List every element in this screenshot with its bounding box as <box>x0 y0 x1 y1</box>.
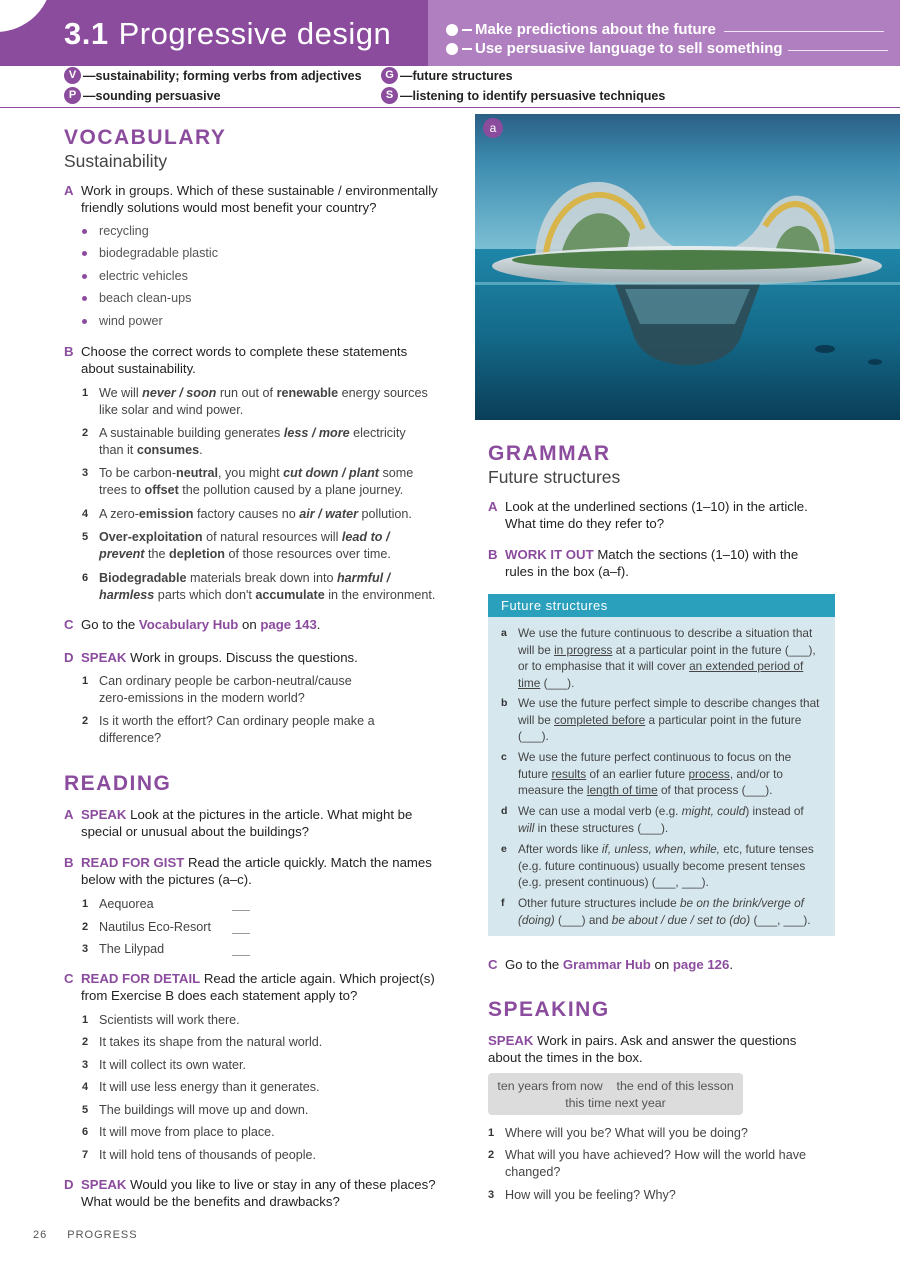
vocabulary-subheading: Sustainability <box>64 151 168 171</box>
reading-task-c: C READ FOR DETAIL Read the article again. Which project(s) from Exercise B does each statement apply to? <box>64 971 435 1003</box>
vocab-b-item-4: 4 A zero-emission factory causes no air / water pollution. <box>82 507 412 521</box>
vocab-task-c: C Go to the Vocabulary Hub on page 143. <box>64 617 321 632</box>
grammar-hub-link[interactable]: Grammar Hub <box>562 957 651 972</box>
vocabulary-heading: VOCABULARY <box>64 126 227 149</box>
vocab-b-item-3: 3 To be carbon-neutral, you might cut down / plant some trees to offset the pollution caused by a plane journey. <box>82 466 414 497</box>
grammar-hub-page-link[interactable]: page 126 <box>672 957 730 972</box>
times-line-2: this time next year <box>565 1095 666 1110</box>
reading-c-item-2: 2 It takes its shape from the natural world. <box>82 1035 323 1049</box>
aim-rule <box>788 50 888 51</box>
reading-c-item-4: 4 It will use less energy than it generates. <box>82 1080 320 1094</box>
vocab-b-item-5: 5 Over-exploitation of natural resources will lead to / prevent the depletion of those resources over time. <box>82 530 391 561</box>
list-item: beach clean-ups <box>82 291 191 305</box>
reading-task-b: B READ FOR GIST Read the article quickly. Match the names below with the pictures (a–c). <box>64 855 432 887</box>
unit-name: PROGRESS <box>67 1229 138 1241</box>
objective-vocabulary: V — sustainability; forming verbs from adjectives <box>64 67 362 84</box>
reading-c-item-5: 5 The buildings will move up and down. <box>82 1103 309 1117</box>
objective-grammar: G — future structures <box>381 67 513 84</box>
grammar-box-title: Future structures <box>488 594 835 617</box>
list-item: wind power <box>82 314 163 328</box>
unit-title <box>64 16 391 52</box>
reading-c-item-6: 6 It will move from place to place. <box>82 1125 275 1139</box>
grammar-rule-d: d We can use a modal verb (e.g. might, could) instead of will in these structures (___). <box>501 804 804 835</box>
vocab-task-d: D SPEAK Work in groups. Discuss the questions. <box>64 650 358 665</box>
list-item: biodegradable plastic <box>82 246 218 260</box>
times-line-1: ten years from now the end of this lesson <box>497 1079 734 1093</box>
photo-label: a <box>489 121 497 135</box>
vocab-d-item-2: 2 Is it worth the effort? Can ordinary people make a difference? <box>82 714 375 745</box>
list-item: recycling <box>82 224 149 238</box>
reading-b-item-1: 1 Aequorea <box>82 897 154 911</box>
grammar-rule-a: a We use the future continuous to describe a situation that will be in progress at a particular point in the future (___), or to emphasise that it will cover an extended period of time (___). <box>501 626 816 690</box>
unit-number: 3.1 <box>64 16 109 51</box>
header-circle-decoration <box>0 0 52 32</box>
grammar-task-a: A Look at the underlined sections (1–10) in the article. What time do they refer to? <box>488 499 808 531</box>
reading-b-item-3: 3 The Lilypad <box>82 942 165 956</box>
vocab-b-item-1: 1 We will never / soon run out of renewable energy sources like solar and wind power. <box>82 386 428 417</box>
bullet-icon <box>446 43 458 55</box>
bullet-icon <box>446 24 458 36</box>
vocab-b-item-2: 2 A sustainable building generates less / more electricity than it consumes. <box>82 426 406 457</box>
list-item: electric vehicles <box>82 269 188 283</box>
aim-rule <box>724 31 884 32</box>
article-photo-floating-city <box>475 114 900 420</box>
grammar-subheading: Future structures <box>488 467 621 487</box>
reading-heading: READING <box>64 772 172 795</box>
page-number: 26 <box>33 1229 48 1241</box>
reading-b-item-2: 2 Nautilus Eco-Resort <box>82 920 211 934</box>
speaking-item-3: 3 How will you be feeling? Why? <box>488 1188 676 1202</box>
header-rule <box>0 107 900 108</box>
aim-2: Use persuasive language to sell something <box>446 40 783 57</box>
grammar-rule-b: b We use the future perfect simple to describe changes that will be completed before a particular point in the future (___). <box>501 696 820 743</box>
vocab-task-b: B Choose the correct words to complete these statements about sustainability. <box>64 344 408 376</box>
reading-c-item-1: 1 Scientists will work there. <box>82 1013 240 1027</box>
vocab-task-a: A Work in groups. Which of these sustainable / environmentally friendly solutions would most benefit your country? <box>64 183 438 215</box>
page-footer <box>33 1229 158 1241</box>
objective-skill: S — listening to identify persuasive techniques <box>381 87 665 104</box>
unit-title-text: Progressive design <box>118 16 392 51</box>
grammar-heading: GRAMMAR <box>488 442 611 465</box>
reading-c-item-3: 3 It will collect its own water. <box>82 1058 246 1072</box>
grammar-task-b: B WORK IT OUT Match the sections (1–10) with the rules in the box (a–f). <box>488 547 799 579</box>
speaking-item-2: 2 What will you have achieved? How will the world have changed? <box>488 1148 806 1179</box>
answer-blank[interactable] <box>232 933 250 934</box>
speaking-heading: SPEAKING <box>488 998 610 1021</box>
grammar-rule-c: c We use the future perfect continuous to focus on the future results of an earlier future process, and/or to measure the length of time of that process (___). <box>501 750 792 797</box>
speaking-item-1: 1 Where will you be? What will you be doing? <box>488 1126 748 1140</box>
grammar-rule-f: f Other future structures include be on the brink/verge of (doing) (___) and be about / due / set to (do) (___, ___). <box>501 896 811 927</box>
vocabulary-hub-link[interactable]: Vocabulary Hub <box>138 617 239 632</box>
reading-c-item-7: 7 It will hold tens of thousands of people. <box>82 1148 317 1162</box>
aim-1: Make predictions about the future <box>446 21 716 38</box>
vocabulary-hub-page-link[interactable]: page 143 <box>260 617 317 632</box>
reading-task-d: D SPEAK Would you like to live or stay in any of these places? What would be the benefits and drawbacks? <box>64 1177 436 1209</box>
vocab-b-item-6: 6 Biodegradable materials break down into harmful / harmless parts which don't accumulate in the environment. <box>82 571 436 602</box>
vocab-d-item-1: 1 Can ordinary people be carbon-neutral/cause zero-emissions in the modern world? <box>82 674 352 705</box>
grammar-rule-e: e After words like if, unless, when, while, etc, future tenses (e.g. future continuous) usually become present tenses (e.g. present continuous) (___, ___). <box>501 842 814 889</box>
speaking-task: SPEAK Work in pairs. Ask and answer the questions about the times in the box. <box>488 1033 797 1065</box>
grammar-task-c: C Go to the Grammar Hub on page 126. <box>488 957 733 972</box>
reading-task-a: A SPEAK Look at the pictures in the article. What might be special or unusual about the buildings? <box>64 807 413 839</box>
grammar-rules-box <box>488 594 835 936</box>
objective-pronunciation: P — sounding persuasive <box>64 87 221 104</box>
answer-blank[interactable] <box>232 955 250 956</box>
answer-blank[interactable] <box>232 910 250 911</box>
speaking-times-box <box>488 1073 743 1115</box>
